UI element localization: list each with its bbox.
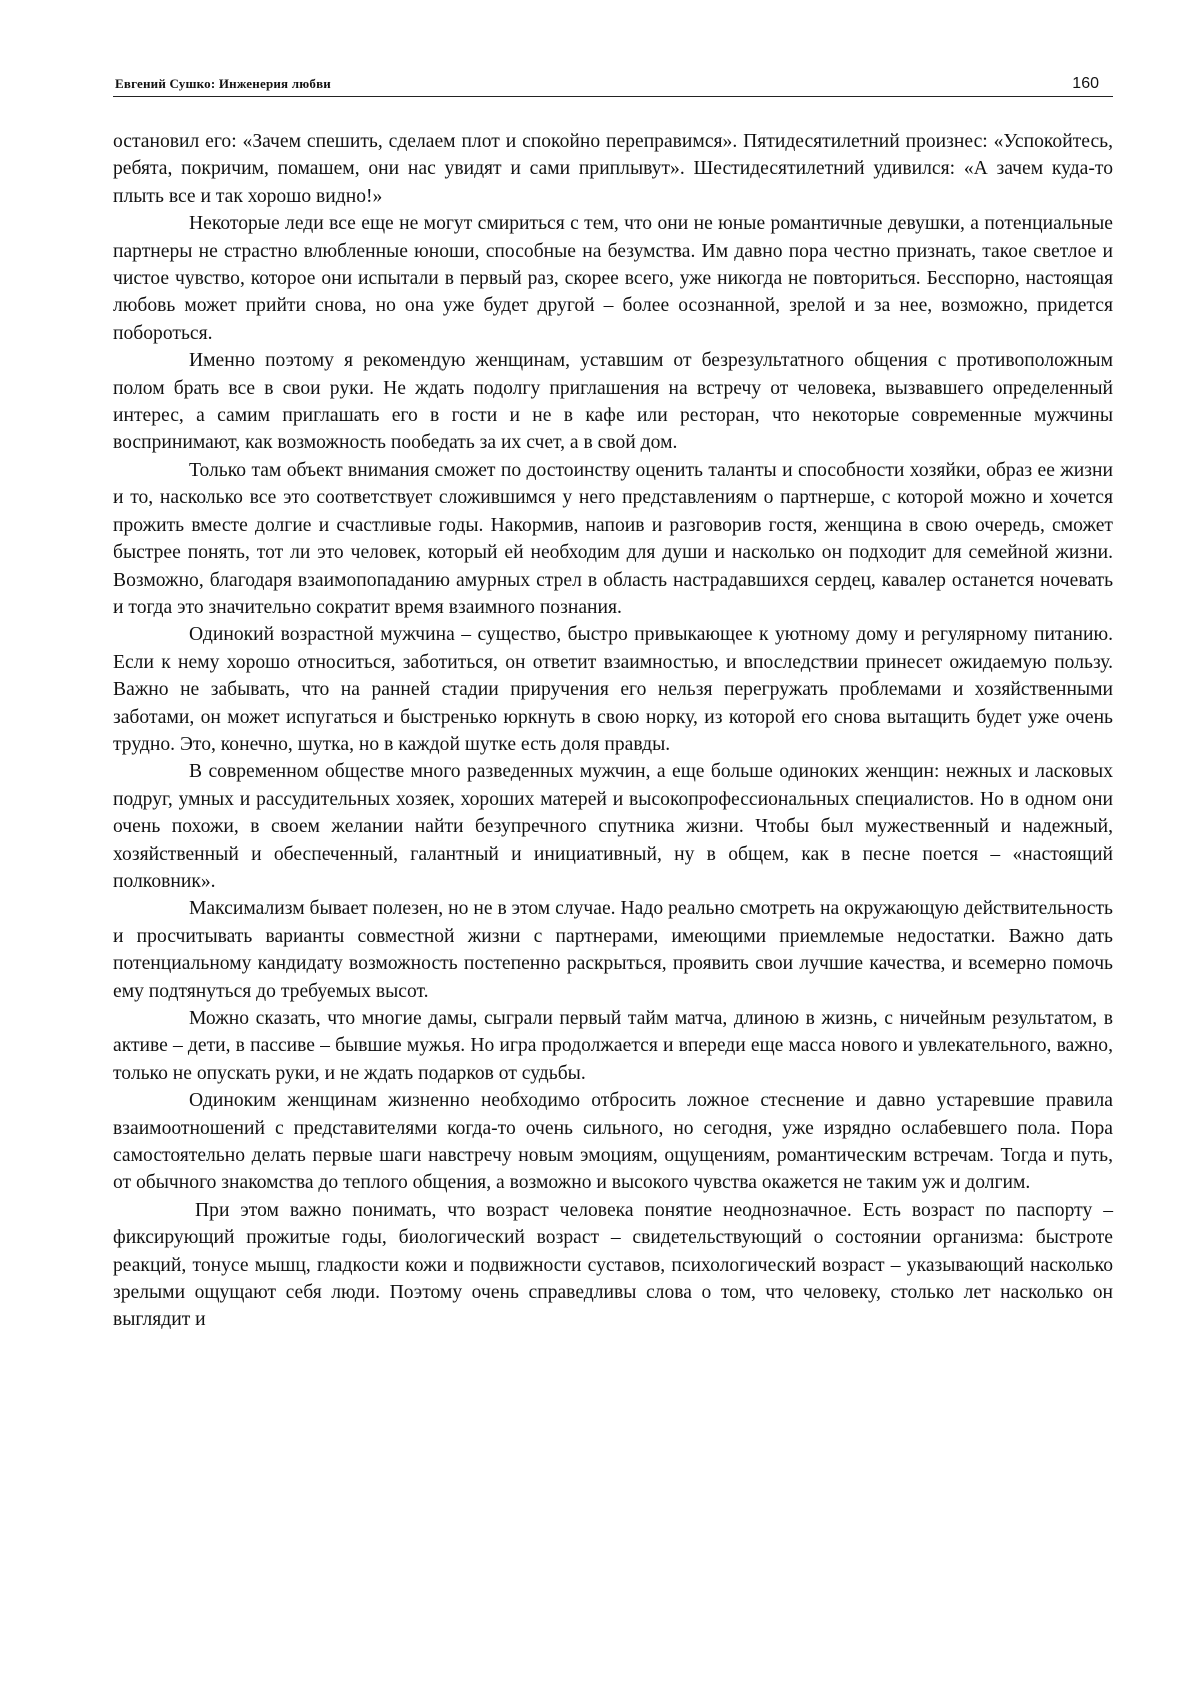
page-header xyxy=(113,70,1113,97)
document-page xyxy=(0,0,1200,1698)
paragraph: Некоторые леди все еще не могут смириться с тем, что они не юные романтичные девушки, а потенциальные партнеры не страстно влюбленные юноши, способные на безумства. Им давно пора честно признать, такое светлое и чистое чувство, которое они испытали в первый раз, скорее всего, уже никогда не повториться. Бесспорно, настоящая любовь может прийти снова, но она уже будет другой – более осознанной, зрелой и за нее, возможно, придется побороться. xyxy=(113,210,1113,347)
paragraph: В современном обществе много разведенных мужчин, а еще больше одиноких женщин: нежных и ласковых подруг, умных и рассудительных хозяек, хороших матерей и высокопрофессиональных специалистов. Но в одном они очень похожи, в своем желании найти безупречного спутника жизни. Чтобы был мужественный и надежный, хозяйственный и обеспеченный, галантный и инициативный, ну в общем, как в песне поется – «настоящий полковник». xyxy=(113,758,1113,895)
paragraph: Только там объект внимания сможет по достоинству оценить таланты и способности хозяйки, образ ее жизни и то, насколько все это соответствует сложившимся у него представлениям о партнерше, с которой можно и хочется прожить вместе долгие и счастливые годы. Накормив, напоив и разговорив гостя, женщина в свою очередь, сможет быстрее понять, тот ли это человек, который ей необходим для души и насколько он подходит для семейной жизни. Возможно, благодаря взаимопопаданию амурных стрел в область настрадавшихся сердец, кавалер останется ночевать и тогда это значительно сократит время взаимного познания. xyxy=(113,457,1113,621)
paragraph: Именно поэтому я рекомендую женщинам, уставшим от безрезультатного общения с противоположным полом брать все в свои руки. Не ждать подолгу приглашения на встречу от человека, вызвавшего определенный интерес, а самим приглашать его в гости и не в кафе или ресторан, что некоторые современные мужчины воспринимают, как возможность пообедать за их счет, а в свой дом. xyxy=(113,347,1113,457)
page-number: 160 xyxy=(1072,75,1099,93)
paragraph: Одинокий возрастной мужчина – существо, быстро привыкающее к уютному дому и регулярному питанию. Если к нему хорошо относиться, заботиться, он ответит взаимностью, и впоследствии принесет ожидаемую пользу. Важно не забывать, что на ранней стадии приручения его нельзя перегружать проблемами и хозяйственными заботами, он может испугаться и быстренько юркнуть в свою норку, из которой его снова вытащить будет уже очень трудно. Это, конечно, шутка, но в каждой шутке есть доля правды. xyxy=(113,621,1113,758)
body-text xyxy=(113,128,1113,1334)
paragraph: Максимализм бывает полезен, но не в этом случае. Надо реально смотреть на окружающую действительность и просчитывать варианты совместной жизни с партнерами, имеющими приемлемые недостатки. Важно дать потенциальному кандидату возможность постепенно раскрыться, проявить свои лучшие качества, и всемерно помочь ему подтянуться до требуемых высот. xyxy=(113,895,1113,1005)
paragraph: Можно сказать, что многие дамы, сыграли первый тайм матча, длиною в жизнь, с ничейным результатом, в активе – дети, в пассиве – бывшие мужья. Но игра продолжается и впереди еще масса нового и увлекательного, важно, только не опускать руки, и не ждать подарков от судьбы. xyxy=(113,1005,1113,1087)
header-title: Евгений Сушко: Инженерия любви xyxy=(115,76,331,92)
paragraph: При этом важно понимать, что возраст человека понятие неоднозначное. Есть возраст по паспорту – фиксирующий прожитые годы, биологический возраст – свидетельствующий о состоянии организма: быстроте реакций, тонусе мышц, гладкости кожи и подвижности суставов, психологический возраст – указывающий насколько зрелыми ощущают себя люди. Поэтому очень справедливы слова о том, что человеку, столько лет насколько он выглядит и xyxy=(113,1197,1113,1334)
paragraph: Одиноким женщинам жизненно необходимо отбросить ложное стеснение и давно устаревшие правила взаимоотношений с представителями когда-то очень сильного, но сегодня, уже изрядно ослабевшего пола. Пора самостоятельно делать первые шаги навстречу новым эмоциям, ощущениям, романтическим встречам. Тогда и путь, от обычного знакомства до теплого общения, а возможно и высокого чувства окажется не таким уж и долгим. xyxy=(113,1087,1113,1197)
paragraph: остановил его: «Зачем спешить, сделаем плот и спокойно переправимся». Пятидесятилетний произнес: «Успокойтесь, ребята, покричим, помашем, они нас увидят и сами приплывут». Шестидесятилетний удивился: «А зачем куда-то плыть все и так хорошо видно!» xyxy=(113,128,1113,210)
